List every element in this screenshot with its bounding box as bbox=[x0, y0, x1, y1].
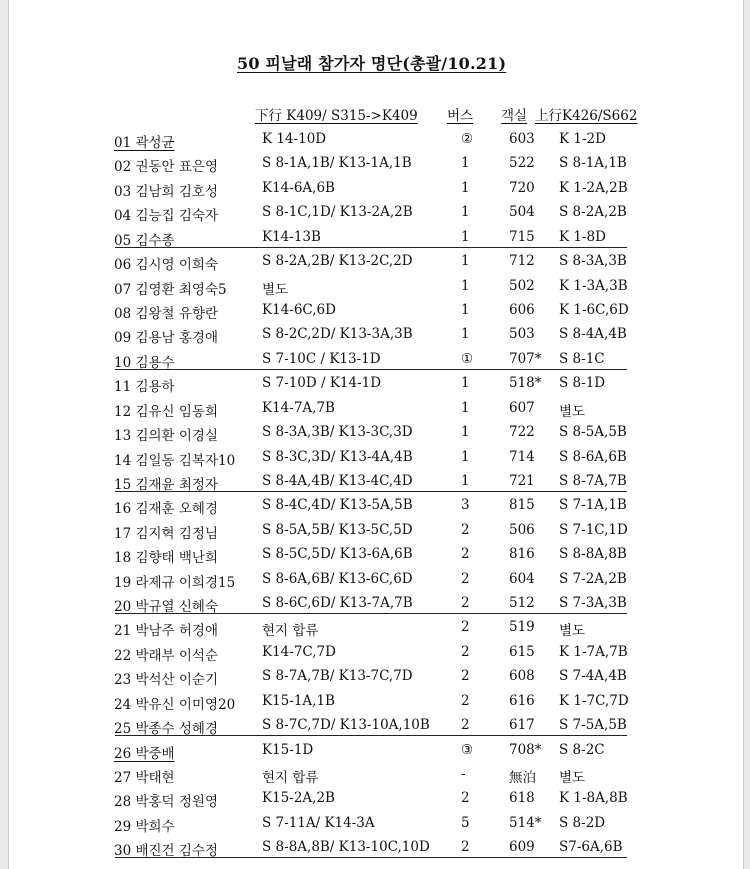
bus-number: 5 bbox=[461, 814, 470, 831]
bus-number: - bbox=[461, 765, 466, 782]
participant-name: 27 박태현 bbox=[114, 769, 175, 786]
participant-name: 08 김왕철 유향란 bbox=[114, 305, 219, 322]
down-seat: S 8-2C,2D/ K13-3A,3B bbox=[262, 326, 413, 343]
room-number: 504 bbox=[509, 204, 535, 221]
participant-name: 13 김의환 이경실 bbox=[114, 428, 219, 444]
room-number: 708* bbox=[509, 741, 542, 758]
group-divider bbox=[115, 613, 627, 614]
room-number: 502 bbox=[509, 277, 535, 294]
participant-name: 09 김용남 홍경애 bbox=[114, 330, 219, 347]
bus-number: 1 bbox=[461, 326, 470, 343]
room-number: 609 bbox=[509, 839, 535, 856]
bus-number: 2 bbox=[461, 692, 470, 709]
down-seat: S 8-1C,1D/ K13-2A,2B bbox=[262, 204, 413, 221]
bus-number: ③ bbox=[461, 741, 474, 758]
down-seat: S 8-5C,5D/ K13-6A,6B bbox=[262, 546, 413, 563]
down-seat: K15-1D bbox=[262, 741, 314, 758]
room-number: 815 bbox=[509, 497, 535, 514]
participant-name: 20 박규열 신혜숙 bbox=[114, 599, 219, 615]
bus-number: 2 bbox=[461, 619, 470, 636]
down-seat: 현지 합류 bbox=[262, 623, 319, 640]
participant-name: 22 박래부 이석순 bbox=[114, 647, 219, 664]
up-seat: K 1-2D bbox=[559, 131, 606, 147]
participant-name: 06 김시영 이희숙 bbox=[114, 257, 219, 274]
up-seat: S 7-1C,1D bbox=[559, 521, 628, 538]
up-seat: S 8-4A,4B bbox=[559, 326, 627, 343]
room-number: 722 bbox=[509, 424, 535, 440]
group-divider bbox=[115, 247, 627, 248]
bus-number: ② bbox=[461, 131, 474, 147]
table-row bbox=[9, 495, 743, 519]
room-number: 518* bbox=[509, 375, 542, 392]
down-seat: S 8-2A,2B/ K13-2C,2D bbox=[262, 253, 413, 270]
room-number: 721 bbox=[509, 472, 535, 489]
group-divider bbox=[115, 491, 627, 492]
room-number: 607 bbox=[509, 399, 535, 416]
participant-name: 24 박유신 이미영20 bbox=[114, 696, 236, 713]
down-seat: K14-6A,6B bbox=[262, 179, 335, 196]
document-page bbox=[8, 0, 744, 869]
down-seat: S 8-4A,4B/ K13-4C,4D bbox=[262, 472, 413, 489]
room-number: 714 bbox=[509, 448, 535, 465]
room-number: 603 bbox=[509, 131, 535, 147]
room-number: 720 bbox=[509, 179, 535, 196]
participant-name: 18 김향태 백난희 bbox=[114, 550, 219, 567]
room-number: 608 bbox=[509, 668, 535, 685]
down-seat: S 8-7A,7B/ K13-7C,7D bbox=[262, 668, 413, 685]
bus-number: 2 bbox=[461, 717, 470, 734]
up-seat: K 1-2A,2B bbox=[559, 179, 628, 196]
down-seat: 별도 bbox=[262, 281, 289, 298]
table-row bbox=[9, 324, 743, 348]
bus-number: 1 bbox=[461, 253, 470, 270]
table-row bbox=[9, 398, 743, 422]
table-row bbox=[9, 422, 743, 446]
table-row bbox=[9, 740, 743, 764]
up-seat: S 8-1D bbox=[559, 375, 606, 392]
table-row bbox=[9, 300, 743, 324]
table-row bbox=[9, 666, 743, 690]
participant-name: 15 김재윤 최정자 bbox=[114, 476, 219, 493]
bus-number: 2 bbox=[461, 546, 470, 563]
header-up: 上行K426/S662 bbox=[535, 108, 638, 124]
table-row bbox=[9, 764, 743, 788]
up-seat: S 7-4A,4B bbox=[559, 668, 627, 685]
down-seat: S 7-10D / K14-1D bbox=[262, 375, 382, 392]
up-seat: K 1-8A,8B bbox=[559, 790, 628, 807]
down-seat: K15-2A,2B bbox=[262, 790, 335, 807]
room-number: 715 bbox=[509, 228, 535, 245]
down-seat: K15-1A,1B bbox=[262, 692, 335, 709]
room-number: 519 bbox=[509, 619, 535, 636]
page-title: 50 피날래 참가자 명단(총괄/10.21) bbox=[237, 54, 507, 73]
participant-name: 21 박남주 허경애 bbox=[114, 623, 219, 640]
header-down: 下行 K409/ S315->K409 bbox=[255, 108, 418, 124]
up-seat: S 8-3A,3B bbox=[559, 253, 627, 270]
down-seat: S 8-3C,3D/ K13-4A,4B bbox=[262, 448, 413, 465]
participant-name: 03 김남희 김호성 bbox=[114, 183, 219, 200]
up-seat: 별도 bbox=[559, 403, 586, 420]
bus-number: 1 bbox=[461, 448, 470, 465]
participant-name: 30 배진건 김수정 bbox=[114, 843, 219, 860]
table-row bbox=[9, 178, 743, 202]
down-seat: S 8-8A,8B/ K13-10C,10D bbox=[262, 839, 430, 856]
bus-number: 1 bbox=[461, 277, 470, 294]
table-row bbox=[9, 520, 743, 544]
participant-name: 02 권동안 표은영 bbox=[114, 159, 219, 176]
table-row bbox=[9, 227, 743, 251]
bus-number: 2 bbox=[461, 668, 470, 685]
bus-number: 2 bbox=[461, 790, 470, 807]
bus-number: 2 bbox=[461, 521, 470, 538]
table-row bbox=[9, 202, 743, 226]
participant-name: 19 라제규 이희경15 bbox=[114, 574, 236, 591]
up-seat: S 7-5A,5B bbox=[559, 717, 627, 734]
bus-number: 1 bbox=[461, 155, 470, 172]
participant-name: 17 김지혁 김정님 bbox=[114, 525, 219, 542]
bus-number: 2 bbox=[461, 643, 470, 660]
participant-name: 26 박중배 bbox=[114, 745, 175, 762]
table-row bbox=[9, 837, 743, 861]
room-number: 712 bbox=[509, 253, 535, 270]
room-number: 522 bbox=[509, 155, 535, 172]
up-seat: K 1-3A,3B bbox=[559, 277, 628, 294]
up-seat: S 7-3A,3B bbox=[559, 595, 627, 611]
up-seat: S 8-1C bbox=[559, 350, 605, 367]
table-row bbox=[9, 129, 743, 153]
bus-number: 1 bbox=[461, 472, 470, 489]
table-row bbox=[9, 593, 743, 617]
up-seat: S 7-1A,1B bbox=[559, 497, 627, 514]
up-seat: 별도 bbox=[559, 769, 586, 786]
up-seat: K 1-8D bbox=[559, 228, 606, 245]
table-row bbox=[9, 788, 743, 812]
room-number: 606 bbox=[509, 301, 535, 318]
participant-name: 12 김유신 임동희 bbox=[114, 403, 219, 420]
group-divider bbox=[115, 369, 627, 370]
up-seat: S 7-2A,2B bbox=[559, 570, 627, 587]
down-seat: S 8-3A,3B/ K13-3C,3D bbox=[262, 424, 413, 440]
down-seat: K14-7A,7B bbox=[262, 399, 335, 416]
up-seat: S 8-6A,6B bbox=[559, 448, 627, 465]
table-row bbox=[9, 373, 743, 397]
down-seat: S 7-10C / K13-1D bbox=[262, 350, 381, 367]
up-seat: 별도 bbox=[559, 623, 586, 640]
down-seat: S 8-4C,4D/ K13-5A,5B bbox=[262, 497, 413, 514]
participant-name: 14 김일동 김복자10 bbox=[114, 452, 236, 469]
room-number: 816 bbox=[509, 546, 535, 563]
participant-name: 23 박석산 이순기 bbox=[114, 672, 219, 689]
down-seat: K14-7C,7D bbox=[262, 643, 336, 660]
down-seat: S 8-6C,6D/ K13-7A,7B bbox=[262, 595, 413, 611]
bus-number: 2 bbox=[461, 570, 470, 587]
up-seat: S7-6A,6B bbox=[559, 839, 623, 856]
up-seat: K 1-7C,7D bbox=[559, 692, 629, 709]
participant-name: 05 김수종 bbox=[114, 232, 175, 249]
room-number: 707* bbox=[509, 350, 542, 367]
participant-name: 04 김능집 김숙자 bbox=[114, 208, 219, 225]
up-seat: S 8-7A,7B bbox=[559, 472, 627, 489]
room-number: 506 bbox=[509, 521, 535, 538]
table-row bbox=[9, 617, 743, 641]
room-number: 617 bbox=[509, 717, 535, 734]
bus-number: 1 bbox=[461, 375, 470, 392]
header-room: 객실 bbox=[501, 108, 528, 124]
room-number: 514* bbox=[509, 814, 542, 831]
bus-number: 1 bbox=[461, 301, 470, 318]
table-row bbox=[9, 642, 743, 666]
up-seat: S 8-1A,1B bbox=[559, 155, 627, 172]
participant-name: 10 김용수 bbox=[114, 354, 175, 371]
down-seat: K14-13B bbox=[262, 228, 321, 245]
room-number: 616 bbox=[509, 692, 535, 709]
bus-number: 1 bbox=[461, 228, 470, 245]
participant-name: 28 박홍덕 정원영 bbox=[114, 794, 219, 811]
table-row bbox=[9, 544, 743, 568]
down-seat: S 8-6A,6B/ K13-6C,6D bbox=[262, 570, 413, 587]
table-row bbox=[9, 153, 743, 177]
participant-name: 25 박종수 성혜경 bbox=[114, 721, 219, 738]
group-divider bbox=[115, 735, 627, 736]
table-row bbox=[9, 349, 743, 373]
up-seat: S 8-2C bbox=[559, 741, 605, 758]
table-row bbox=[9, 447, 743, 471]
bus-number: 1 bbox=[461, 424, 470, 440]
participant-name: 16 김재훈 오혜경 bbox=[114, 501, 219, 518]
up-seat: S 8-2A,2B bbox=[559, 204, 627, 221]
room-number: 503 bbox=[509, 326, 535, 343]
bus-number: 1 bbox=[461, 204, 470, 221]
participant-name: 29 박희수 bbox=[114, 818, 175, 835]
down-seat: 현지 합류 bbox=[262, 769, 319, 786]
bus-number: ① bbox=[461, 350, 474, 367]
group-divider bbox=[115, 857, 627, 858]
participant-name: 01 곽성균 bbox=[114, 135, 175, 151]
table-row bbox=[9, 569, 743, 593]
room-number: 512 bbox=[509, 595, 535, 611]
table-row bbox=[9, 276, 743, 300]
up-seat: K 1-7A,7B bbox=[559, 643, 628, 660]
participant-name: 11 김용하 bbox=[114, 379, 175, 396]
bus-number: 2 bbox=[461, 595, 470, 611]
table-row bbox=[9, 251, 743, 275]
down-seat: S 8-7C,7D/ K13-10A,10B bbox=[262, 717, 430, 734]
bus-number: 1 bbox=[461, 399, 470, 416]
up-seat: K 1-6C,6D bbox=[559, 301, 629, 318]
table-row bbox=[9, 715, 743, 739]
up-seat: S 8-2D bbox=[559, 814, 606, 831]
down-seat: K 14-10D bbox=[262, 131, 327, 147]
down-seat: S 8-1A,1B/ K13-1A,1B bbox=[262, 155, 412, 172]
up-seat: S 8-5A,5B bbox=[559, 424, 627, 440]
table-row bbox=[9, 813, 743, 837]
room-number: 615 bbox=[509, 643, 535, 660]
down-seat: S 8-5A,5B/ K13-5C,5D bbox=[262, 521, 413, 538]
room-number: 604 bbox=[509, 570, 535, 587]
up-seat: S 8-8A,8B bbox=[559, 546, 627, 563]
room-number: 無泊 bbox=[509, 769, 536, 786]
down-seat: K14-6C,6D bbox=[262, 301, 336, 318]
table-row bbox=[9, 471, 743, 495]
bus-number: 1 bbox=[461, 179, 470, 196]
bus-number: 3 bbox=[461, 497, 470, 514]
down-seat: S 7-11A/ K14-3A bbox=[262, 814, 375, 831]
participant-name: 07 김영환 최영숙5 bbox=[114, 281, 227, 298]
header-bus: 버스 bbox=[447, 108, 474, 124]
bus-number: 2 bbox=[461, 839, 470, 856]
table-row bbox=[9, 691, 743, 715]
room-number: 618 bbox=[509, 790, 535, 807]
